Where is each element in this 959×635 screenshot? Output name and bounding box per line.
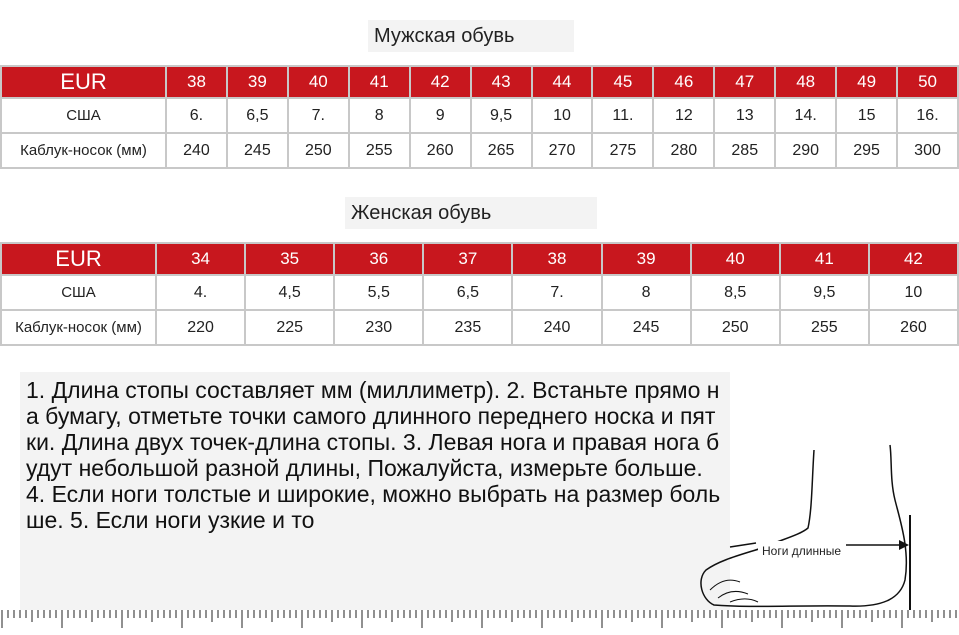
eur-size-cell: 49 (836, 66, 897, 98)
womens-title: Женская обувь (345, 197, 597, 229)
eur-label: EUR (1, 66, 166, 98)
eur-size-cell: 41 (349, 66, 410, 98)
measurement-instructions: 1. Длина стопы составляет мм (миллиметр). 2. Встаньте прямо на бумагу, отметьте точки самого длинного переднего носка и пятки. Длина двух точек-длина стопы. 3. Левая нога и правая нога будут небольшой разной длины, Пожалуйста, измерьте больше. 4. Если ноги толстые и широкие, можно выбрать на размер больше. 5. Если ноги узкие и то (20, 372, 730, 635)
us-size-cell: 9,5 (780, 275, 869, 310)
eur-size-cell: 40 (691, 243, 780, 275)
length-mm-cell: 230 (334, 310, 423, 345)
eur-size-cell: 48 (775, 66, 836, 98)
length-mm-cell: 235 (423, 310, 512, 345)
eur-size-cell: 40 (288, 66, 349, 98)
eur-size-cell: 39 (227, 66, 288, 98)
length-mm-cell: 300 (897, 133, 958, 168)
eur-size-cell: 44 (532, 66, 593, 98)
eur-size-cell: 36 (334, 243, 423, 275)
us-size-cell: 7. (288, 98, 349, 133)
length-label: Каблук-носок (мм) (1, 310, 156, 345)
us-size-cell: 12 (653, 98, 714, 133)
us-size-cell: 14. (775, 98, 836, 133)
length-mm-cell: 285 (714, 133, 775, 168)
us-size-cell: 8,5 (691, 275, 780, 310)
eur-size-cell: 47 (714, 66, 775, 98)
length-mm-cell: 225 (245, 310, 334, 345)
eur-size-cell: 38 (512, 243, 601, 275)
us-size-cell: 9,5 (471, 98, 532, 133)
length-mm-cell: 255 (349, 133, 410, 168)
length-mm-cell: 220 (156, 310, 245, 345)
length-mm-cell: 255 (780, 310, 869, 345)
eur-size-cell: 39 (602, 243, 691, 275)
us-size-cell: 6,5 (423, 275, 512, 310)
eur-label: EUR (1, 243, 156, 275)
length-mm-cell: 240 (166, 133, 227, 168)
eur-size-cell: 50 (897, 66, 958, 98)
length-mm-cell: 250 (691, 310, 780, 345)
length-mm-cell: 270 (532, 133, 593, 168)
eur-size-cell: 45 (592, 66, 653, 98)
length-mm-cell: 295 (836, 133, 897, 168)
us-size-cell: 4,5 (245, 275, 334, 310)
us-size-cell: 9 (410, 98, 471, 133)
womens-size-table (0, 242, 959, 346)
length-mm-cell: 245 (227, 133, 288, 168)
eur-size-cell: 37 (423, 243, 512, 275)
foot-length-label: Ноги длинные (758, 541, 846, 562)
eur-size-cell: 42 (410, 66, 471, 98)
eur-size-cell: 41 (780, 243, 869, 275)
us-size-cell: 13 (714, 98, 775, 133)
length-mm-cell: 260 (869, 310, 958, 345)
us-size-cell: 6. (166, 98, 227, 133)
us-label: США (1, 98, 166, 133)
length-label: Каблук-носок (мм) (1, 133, 166, 168)
length-mm-cell: 275 (592, 133, 653, 168)
ruler (0, 610, 959, 635)
us-size-cell: 15 (836, 98, 897, 133)
eur-size-cell: 46 (653, 66, 714, 98)
length-mm-cell: 240 (512, 310, 601, 345)
mens-title: Мужская обувь (368, 20, 574, 52)
length-mm-cell: 280 (653, 133, 714, 168)
eur-size-cell: 43 (471, 66, 532, 98)
us-size-cell: 11. (592, 98, 653, 133)
length-mm-cell: 265 (471, 133, 532, 168)
us-size-cell: 8 (349, 98, 410, 133)
us-size-cell: 6,5 (227, 98, 288, 133)
us-size-cell: 16. (897, 98, 958, 133)
length-mm-cell: 290 (775, 133, 836, 168)
length-mm-cell: 250 (288, 133, 349, 168)
foot-diagram (700, 440, 959, 615)
us-label: США (1, 275, 156, 310)
eur-size-cell: 38 (166, 66, 227, 98)
eur-size-cell: 42 (869, 243, 958, 275)
length-mm-cell: 260 (410, 133, 471, 168)
us-size-cell: 10 (869, 275, 958, 310)
eur-size-cell: 34 (156, 243, 245, 275)
us-size-cell: 10 (532, 98, 593, 133)
eur-size-cell: 35 (245, 243, 334, 275)
length-mm-cell: 245 (602, 310, 691, 345)
us-size-cell: 5,5 (334, 275, 423, 310)
us-size-cell: 4. (156, 275, 245, 310)
mens-size-table (0, 65, 959, 169)
us-size-cell: 8 (602, 275, 691, 310)
us-size-cell: 7. (512, 275, 601, 310)
